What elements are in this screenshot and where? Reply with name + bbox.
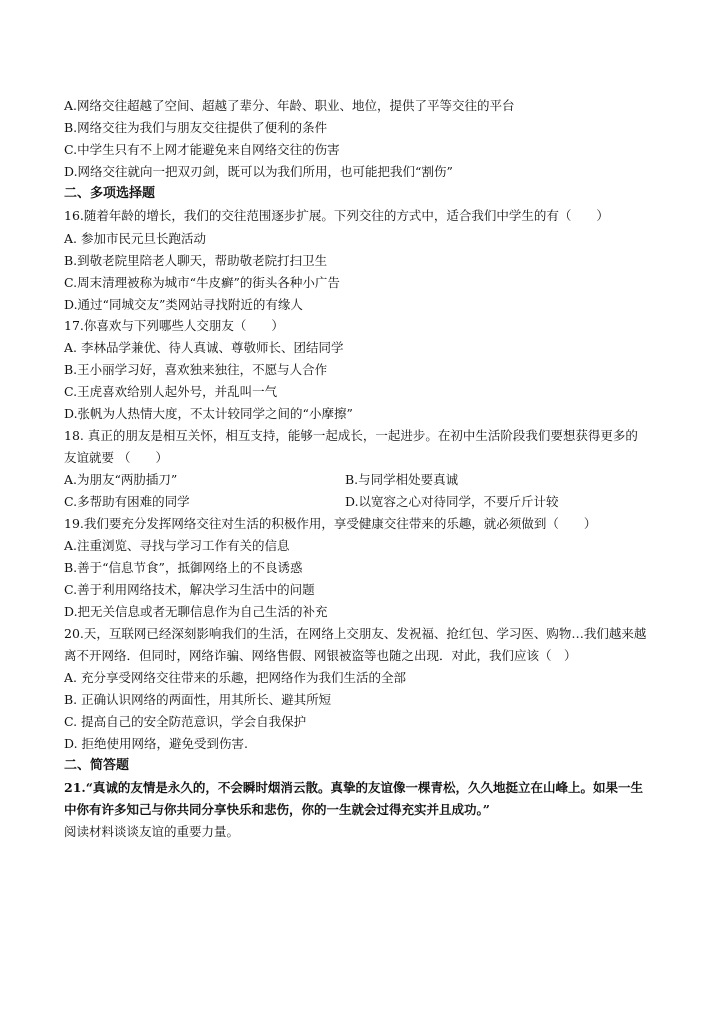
q18-option-d: D.以宽容之心对待同学，不要斤斤计较 (345, 494, 559, 509)
q16-option-b: B.到敬老院里陪老人聊天，帮助敬老院打扫卫生 (64, 253, 328, 268)
q17-stem: 17.你喜欢与下列哪些人交朋友（ ） (64, 318, 284, 333)
q20-stem-line2: 离不开网络．但同时，网络诈骗、网络售假、网银被盗等也随之出现．对此，我们应该（ ） (64, 648, 577, 663)
q15-option-a: A.网络交往超越了空间、超越了辈分、年龄、职业、地位，提供了平等交往的平台 (64, 98, 515, 113)
q17-option-b: B.王小丽学习好，喜欢独来独往，不愿与人合作 (64, 362, 328, 377)
q20-stem-line1: 20.天，互联网已经深刻影响我们的生活，在网络上交朋友、发祝福、抢红包、学习医、购物…我们越来越 (64, 626, 647, 641)
q18-option-b: B.与同学相处要真诚 (345, 472, 459, 487)
q19-option-b: B.善于“信息节食”，抵御网络上的不良诱惑 (64, 560, 303, 575)
q16-option-a: A. 参加市民元旦长跑活动 (64, 231, 206, 246)
q19-stem: 19.我们要充分发挥网络交往对生活的积极作用，享受健康交往带来的乐趣，就必须做到（ ） (64, 516, 597, 531)
q17-option-c: C.王虎喜欢给别人起外号，并乱叫一气 (64, 384, 278, 399)
section-multiple-choice-heading: 二、多项选择题 (64, 186, 156, 201)
q20-option-d: D. 拒绝使用网络，避免受到伤害. (64, 736, 248, 751)
q16-stem: 16.随着年龄的增长，我们的交往范围逐步扩展。下列交往的方式中，适合我们中学生的有（ ） (64, 208, 609, 223)
q20-option-b: B. 正确认识网络的两面性，用其所长、避其所短 (64, 692, 332, 707)
q21-quote-line1: 21.“真诚的友情是永久的，不会瞬时烟消云散。真挚的友谊像一棵青松，久久地挺立在山峰上。如果一生 (64, 780, 643, 795)
q18-option-c: C.多帮助有困难的同学 (64, 494, 190, 509)
q20-option-c: C. 提高自己的安全防范意识，学会自我保护 (64, 714, 307, 729)
q16-option-d: D.通过“同城交友”类网站寻找附近的有缘人 (64, 297, 303, 312)
q21-quote-line2: 中你有许多知己与你共同分享快乐和悲伤，你的一生就会过得充实并且成功。” (64, 802, 490, 817)
section-short-answer-heading: 二、简答题 (64, 758, 130, 773)
q19-option-d: D.把无关信息或者无聊信息作为自己生活的补充 (64, 604, 328, 619)
q15-option-b: B.网络交往为我们与朋友交往提供了便利的条件 (64, 120, 328, 135)
q19-option-a: A.注重浏览、寻找与学习工作有关的信息 (64, 538, 290, 553)
q17-option-a: A. 李林品学兼优、待人真诚、尊敬师长、团结同学 (64, 340, 344, 355)
q15-option-c: C.中学生只有不上网才能避免来自网络交往的伤害 (64, 142, 340, 157)
q18-option-a: A.为朋友“两肋插刀” (64, 472, 178, 487)
q20-option-a: A. 充分享受网络交往带来的乐趣，把网络作为我们生活的全部 (64, 670, 406, 685)
q15-option-d: D.网络交往就向一把双刃剑，既可以为我们所用，也可能把我们“割伤” (64, 164, 453, 179)
q18-stem-line2: 友谊就要 （ ） (64, 450, 168, 465)
q18-stem-line1: 18. 真正的朋友是相互关怀，相互支持，能够一起成长，一起进步。在初中生活阶段我们要想获得更多的 (64, 428, 638, 443)
q19-option-c: C.善于利用网络技术，解决学习生活中的问题 (64, 582, 315, 597)
q16-option-c: C.周末清理被称为城市“牛皮癣”的街头各种小广告 (64, 275, 340, 290)
q21-prompt: 阅读材料谈谈友谊的重要力量。 (64, 824, 240, 839)
q17-option-d: D.张帆为人热情大度，不太计较同学之间的“小摩擦” (64, 406, 353, 421)
